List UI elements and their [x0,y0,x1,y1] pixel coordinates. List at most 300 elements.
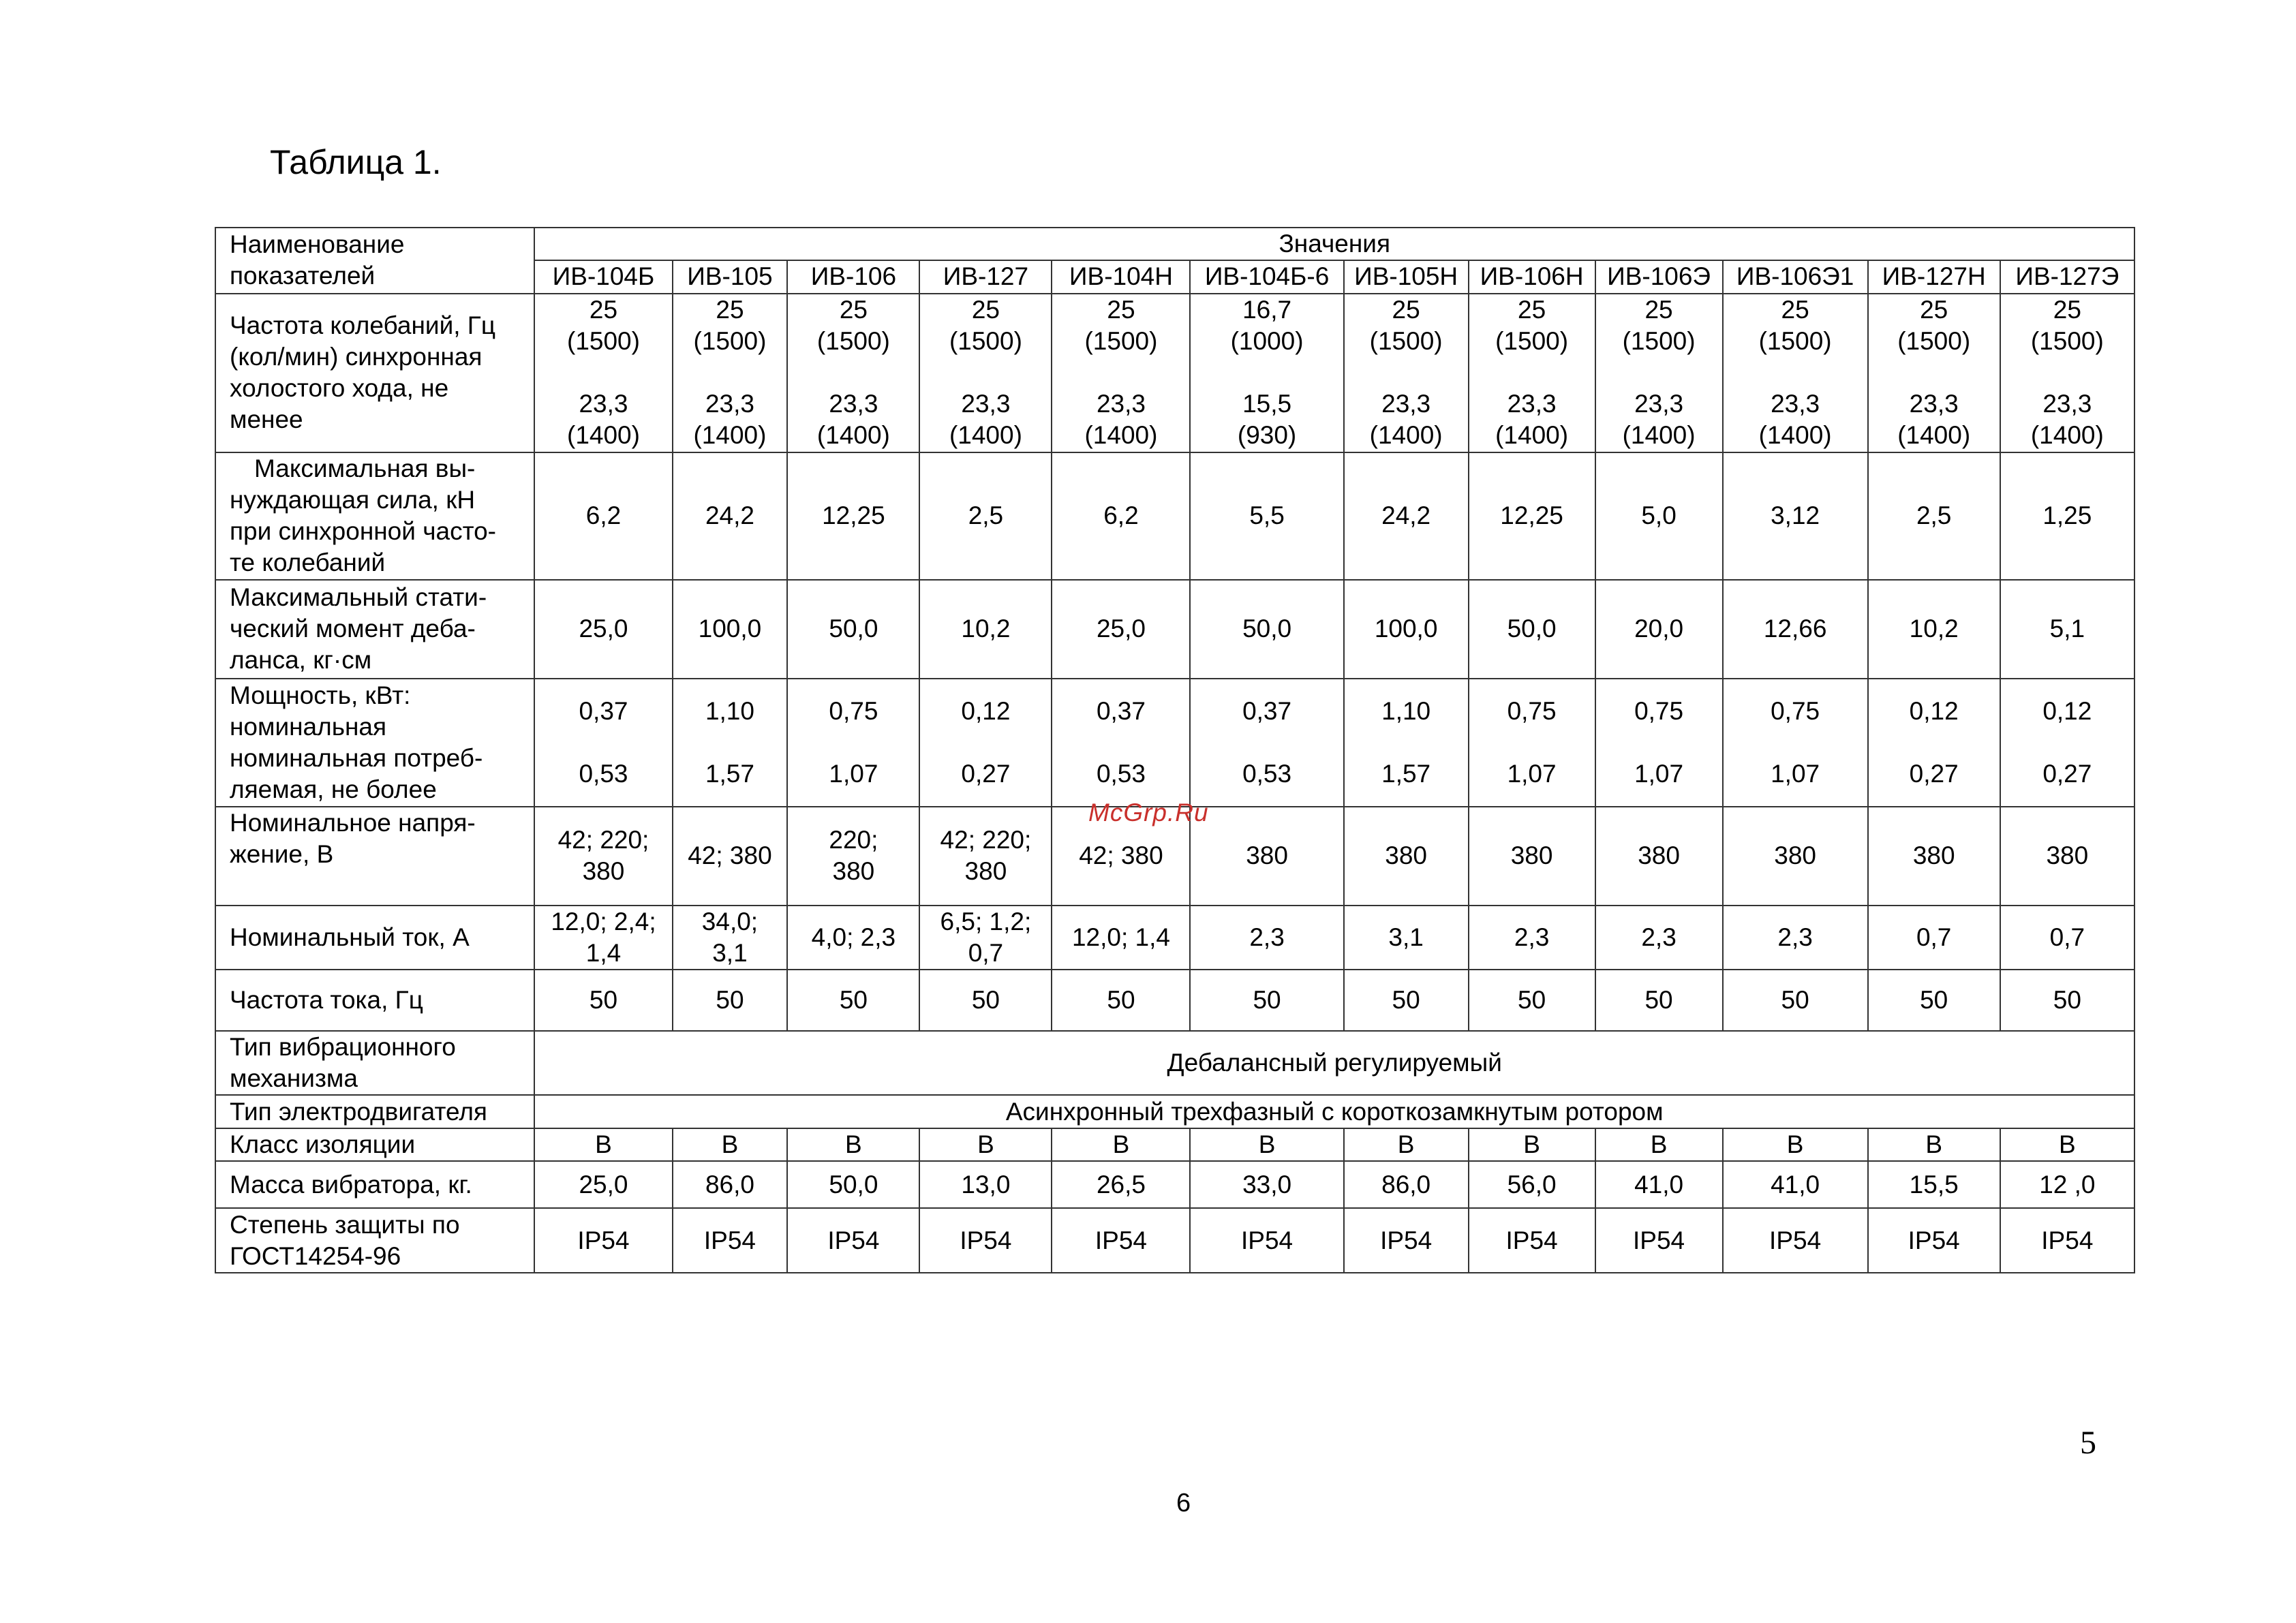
value-cell: 25,0 [534,580,672,679]
value-cell [1190,807,1343,906]
cell-line: 1,07 [1771,759,1820,788]
cell-line: 1,07 [829,759,878,788]
cell-line: Тип электродвигателя [230,1097,487,1126]
cell-line: (1400) [567,421,640,450]
cell-line: Класс изоляции [230,1130,416,1158]
cell-line: показателей [230,262,376,290]
cell-line: 1,57 [1381,759,1431,788]
cell-line: 2,3 [1641,923,1677,952]
value-cell: 12,66 [1723,580,1868,679]
cell-line: 25 [839,296,868,324]
cell-line: 23,3 [961,390,1011,418]
row-label [215,1161,534,1208]
cell-line: 1,07 [1507,759,1557,788]
cell-line: 1,07 [1634,759,1684,788]
cell-line: Частота колебаний, Гц [230,311,496,340]
spacer [920,357,1051,388]
cell-line: (1500) [1897,327,1971,356]
cell-line: 34,0; [701,908,759,936]
value-cell [2000,906,2134,970]
cell-line: 4,0; 2,3 [811,923,896,952]
spacer [1724,357,1867,388]
cell-line: 0,53 [1096,759,1146,788]
model-name: ИВ-106Э1 [1723,260,1868,293]
value-cell: 24,2 [1344,452,1469,580]
model-name: ИВ-106Н [1469,260,1595,293]
value-cell [787,294,919,452]
cell-line: (1000) [1230,327,1304,356]
cell-line: менее [230,405,303,434]
cell-line: 0,27 [961,759,1011,788]
cell-line: 0,75 [1634,696,1684,725]
values-header: Значения [534,228,2134,260]
value-cell [1344,906,1469,970]
cell-line: (1400) [1758,421,1832,450]
value-cell: IP54 [1868,1208,2000,1273]
value-cell [1595,679,1723,807]
value-cell: 33,0 [1190,1161,1343,1208]
cell-line: 1,57 [705,759,754,788]
cell-line: 1,10 [1381,696,1431,725]
value-cell [1723,294,1868,452]
cell-line: (1400) [949,421,1022,450]
cell-line: 0,75 [1771,696,1820,725]
row-label [215,452,534,580]
value-cell: 50,0 [787,580,919,679]
spacer [1596,727,1722,758]
table-row [215,1161,2134,1208]
row-label [215,1031,534,1096]
value-cell: 1,25 [2000,452,2134,580]
cell-line: 23,3 [1381,390,1431,418]
value-cell: В [1723,1128,1868,1161]
value-cell [534,679,672,807]
table-row [215,1031,2134,1096]
cell-line: холостого хода, не [230,374,449,403]
cell-line: (1500) [1369,327,1443,356]
value-cell: 5,5 [1190,452,1343,580]
header-row [215,228,2134,260]
cell-line: Максимальный стати- [230,583,487,612]
spacer [2001,727,2134,758]
cell-line: Тип вибрационного [230,1033,456,1062]
cell-line: 0,7 [2049,923,2085,952]
cell-line: 15,5 [1242,390,1292,418]
cell-line: 0,37 [579,696,628,725]
cell-line: 2,3 [1777,923,1813,952]
value-cell: IP54 [1469,1208,1595,1273]
value-cell [1190,679,1343,807]
value-cell: 86,0 [1344,1161,1469,1208]
spacer [1191,357,1343,388]
value-cell: 3,12 [1723,452,1868,580]
cell-line: 0,37 [1096,696,1146,725]
model-name: ИВ-104Б [534,260,672,293]
value-cell: В [1469,1128,1595,1161]
spacer [1596,357,1722,388]
value-cell [1052,679,1190,807]
row-label [215,1128,534,1161]
cell-line: 380 [1912,841,1955,870]
spacer [1869,727,2000,758]
value-cell: 6,2 [1052,452,1190,580]
cell-line: Частота тока, Гц [230,986,423,1015]
value-cell [534,906,672,970]
value-cell: 5,1 [2000,580,2134,679]
spacer [1345,357,1468,388]
cell-line: 25 [1392,296,1420,324]
value-cell: 25,0 [534,1161,672,1208]
value-cell: IP54 [1723,1208,1868,1273]
spacer [535,727,671,758]
value-cell: В [1595,1128,1723,1161]
cell-line: (1500) [1495,327,1569,356]
value-cell: В [534,1128,672,1161]
cell-line: 25 [1781,296,1809,324]
cell-line: (1400) [1495,421,1569,450]
cell-line: 1,10 [705,696,754,725]
value-cell [2000,294,2134,452]
value-cell [2000,679,2134,807]
value-cell [1469,807,1595,906]
cell-line: ческий момент деба- [230,615,476,643]
value-cell [1052,906,1190,970]
table-row [215,906,2134,970]
value-cell [1052,294,1190,452]
value-cell: 86,0 [673,1161,788,1208]
model-name: ИВ-106 [787,260,919,293]
cell-line: 23,3 [1507,390,1557,418]
table-row [215,970,2134,1031]
cell-line: (1500) [1084,327,1158,356]
cell-line: нуждающая сила, кН [230,486,476,514]
page-number-bottom: 6 [1176,1489,1191,1517]
row-label [215,1095,534,1128]
cell-line: 380 [964,857,1007,886]
value-cell [919,807,1052,906]
cell-line: 380 [1638,841,1680,870]
value-cell: 41,0 [1723,1161,1868,1208]
cell-line: жение, В [230,839,334,868]
cell-line: 16,7 [1242,296,1292,324]
cell-line: 23,3 [1909,390,1959,418]
value-cell: 12,25 [787,452,919,580]
value-cell: IP54 [2000,1208,2134,1273]
cell-line: (1400) [2030,421,2104,450]
cell-line: (1500) [949,327,1022,356]
cell-line: 380 [1510,841,1553,870]
cell-line: при синхронной часто- [230,517,496,546]
cell-line: номинальная потреб- [230,743,483,772]
value-cell: 41,0 [1595,1161,1723,1208]
value-cell [673,807,788,906]
spacer [1052,727,1189,758]
value-cell [673,906,788,970]
cell-line: 42; 220; [940,826,1032,854]
cell-line: механизма [230,1064,358,1093]
value-cell [673,679,788,807]
value-cell: 50 [1723,970,1868,1031]
value-cell: 50 [1868,970,2000,1031]
cell-line: (1400) [1622,421,1696,450]
model-name: ИВ-105 [673,260,788,293]
cell-line: 2,3 [1514,923,1550,952]
value-cell: В [1868,1128,2000,1161]
table-caption: Таблица 1. [270,143,442,181]
row-label [215,1208,534,1273]
cell-line: Степень защиты по [230,1210,460,1239]
cell-line: 0,37 [1242,696,1292,725]
value-cell [1344,294,1469,452]
value-cell: 5,0 [1595,452,1723,580]
value-cell [1469,906,1595,970]
value-cell [1868,906,2000,970]
value-cell [1190,906,1343,970]
row-label [215,807,534,906]
value-cell: IP54 [1052,1208,1190,1273]
value-cell: 6,2 [534,452,672,580]
spacer [920,727,1051,758]
table-row [215,294,2134,452]
header-name-cell [215,228,534,294]
cell-line: 25 [1107,296,1135,324]
cell-line: 380 [1246,841,1288,870]
value-cell: 100,0 [1344,580,1469,679]
cell-line: Масса вибратора, кг. [230,1170,472,1199]
table-body [215,228,2134,1273]
value-cell: 50 [787,970,919,1031]
value-cell: 10,2 [919,580,1052,679]
cell-line: 42; 380 [1079,841,1163,870]
cell-line: 25 [716,296,744,324]
cell-line: 0,75 [1507,696,1557,725]
value-cell [1344,679,1469,807]
cell-line: те колебаний [230,548,386,577]
cell-line: 1,4 [585,939,622,968]
value-cell: 50 [1052,970,1190,1031]
value-cell [787,807,919,906]
cell-line: 0,7 [1916,923,1952,952]
cell-line: (1400) [1369,421,1443,450]
cell-line: Наименование [230,230,405,259]
value-cell: IP54 [787,1208,919,1273]
value-cell [919,294,1052,452]
cell-line: 0,7 [968,939,1004,968]
cell-line: 25 [1920,296,1948,324]
cell-line: 23,3 [2042,390,2092,418]
spacer [1724,727,1867,758]
value-cell [534,294,672,452]
watermark: McGrp.Ru [1088,799,1209,826]
value-cell: IP54 [919,1208,1052,1273]
cell-line: (1400) [1084,421,1158,450]
model-name: ИВ-106Э [1595,260,1723,293]
cell-line: 0,12 [1909,696,1959,725]
cell-line: 2,3 [1249,923,1285,952]
cell-line: 3,1 [1388,923,1424,952]
value-cell: IP54 [534,1208,672,1273]
specifications-table [215,227,2135,1273]
value-cell [919,679,1052,807]
spacer [1469,357,1595,388]
cell-line: 0,12 [961,696,1011,725]
value-cell [1723,807,1868,906]
cell-line: (1400) [1897,421,1971,450]
value-cell [787,679,919,807]
value-cell: 50 [1469,970,1595,1031]
value-cell [1595,906,1723,970]
value-cell: 25,0 [1052,580,1190,679]
value-cell: IP54 [673,1208,788,1273]
spacer [1345,727,1468,758]
value-cell: 50,0 [1190,580,1343,679]
value-cell: В [787,1128,919,1161]
cell-line: 12,0; 1,4 [1071,923,1170,952]
value-cell: 26,5 [1052,1161,1190,1208]
cell-line: Максимальная вы- [254,454,476,483]
value-cell [787,906,919,970]
cell-line: 25 [589,296,618,324]
value-cell [1595,807,1723,906]
cell-line: 23,3 [1634,390,1684,418]
cell-line: 0,27 [1909,759,1959,788]
spacer [535,357,671,388]
value-cell [1723,906,1868,970]
cell-line: 0,53 [1242,759,1292,788]
value-cell: В [1052,1128,1190,1161]
cell-line: 12,0; 2,4; [551,908,656,936]
cell-line: 23,3 [579,390,628,418]
value-cell: 50 [1595,970,1723,1031]
value-cell: 24,2 [673,452,788,580]
value-cell: В [673,1128,788,1161]
spacer [788,357,919,388]
cell-line: (1500) [567,327,640,356]
value-cell: IP54 [1344,1208,1469,1273]
row-label [215,679,534,807]
value-cell: 50,0 [1469,580,1595,679]
table-row [215,1208,2134,1273]
value-cell: В [2000,1128,2134,1161]
cell-line: 23,3 [1771,390,1820,418]
row-label [215,906,534,970]
row-label [215,970,534,1031]
value-cell: IP54 [1190,1208,1343,1273]
cell-line: (930) [1237,421,1297,450]
table-row [215,679,2134,807]
value-cell [673,294,788,452]
table-row [215,580,2134,679]
cell-line: 23,3 [705,390,754,418]
value-cell: 50 [1344,970,1469,1031]
cell-line: Номинальное напря- [230,808,476,837]
cell-line: (1500) [1622,327,1696,356]
cell-line: 25 [1644,296,1673,324]
cell-line: ляемая, не более [230,775,437,803]
spacer [1191,727,1343,758]
cell-line: 0,53 [579,759,628,788]
value-cell [2000,807,2134,906]
cell-line: номинальная [230,712,387,741]
page-number-right: 5 [2080,1425,2096,1461]
value-cell [919,906,1052,970]
cell-line: Номинальный ток, А [230,923,470,952]
value-cell: 50 [673,970,788,1031]
row-label [215,580,534,679]
value-cell [1469,294,1595,452]
cell-line: (1400) [693,421,767,450]
cell-line: 0,75 [829,696,878,725]
cell-line: 25 [971,296,1000,324]
cell-line: (кол/мин) синхронная [230,343,483,371]
cell-line: 380 [2046,841,2089,870]
cell-line: 23,3 [1096,390,1146,418]
value-cell [1469,679,1595,807]
model-name: ИВ-127 [919,260,1052,293]
cell-line: (1500) [816,327,890,356]
value-cell: 2,5 [919,452,1052,580]
cell-line: 220; [829,826,878,854]
spacer [2001,357,2134,388]
value-cell: 15,5 [1868,1161,2000,1208]
value-cell: IP54 [1595,1208,1723,1273]
spacer [788,727,919,758]
cell-line: 25 [2053,296,2081,324]
merged-value-cell: Асинхронный трехфазный с короткозамкнутым ротором [534,1095,2134,1128]
cell-line: (1500) [2030,327,2104,356]
value-cell: 2,5 [1868,452,2000,580]
table-row [215,1095,2134,1128]
model-name: ИВ-127Э [2000,260,2134,293]
value-cell: 50 [2000,970,2134,1031]
value-cell [1723,679,1868,807]
cell-line: 23,3 [829,390,878,418]
model-name: ИВ-104Н [1052,260,1190,293]
value-cell: 12,25 [1469,452,1595,580]
row-label [215,294,534,452]
cell-line: 380 [582,857,625,886]
model-name: ИВ-104Б-6 [1190,260,1343,293]
cell-line: 380 [832,857,875,886]
merged-value-cell: Дебалансный регулируемый [534,1031,2134,1096]
cell-line: (1500) [1758,327,1832,356]
table-row [215,1128,2134,1161]
cell-line: 42; 220; [557,826,649,854]
value-cell [1344,807,1469,906]
table-row [215,452,2134,580]
value-cell: В [919,1128,1052,1161]
value-cell: 13,0 [919,1161,1052,1208]
cell-line: 0,27 [2042,759,2092,788]
value-cell: 20,0 [1595,580,1723,679]
value-cell: 56,0 [1469,1161,1595,1208]
value-cell: 50 [534,970,672,1031]
cell-line: 25 [1518,296,1546,324]
spacer [1869,357,2000,388]
value-cell: 100,0 [673,580,788,679]
cell-line: Мощность, кВт: [230,681,411,709]
value-cell: В [1190,1128,1343,1161]
value-cell [1595,294,1723,452]
cell-line: 380 [1385,841,1427,870]
value-cell [1868,679,2000,807]
value-cell [1190,294,1343,452]
spacer [673,357,787,388]
spacer [673,727,787,758]
value-cell [1868,294,2000,452]
cell-line: ланса, кг·см [230,646,372,675]
cell-line: 6,5; 1,2; [940,908,1032,936]
